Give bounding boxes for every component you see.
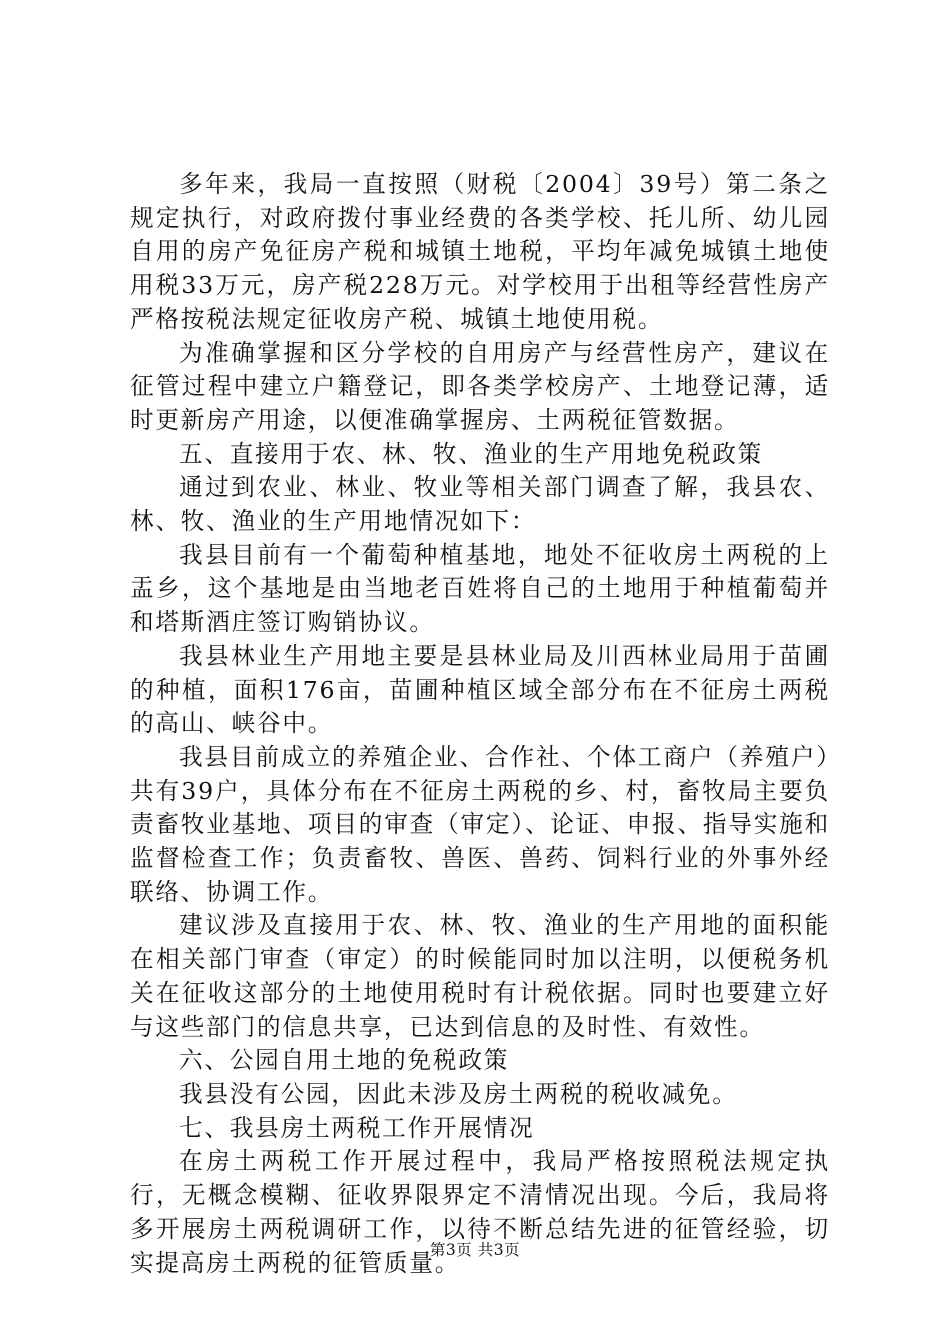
paragraph-no-park: 我县没有公园，因此未涉及房土两税的税收减免。 (179, 1079, 738, 1108)
paragraph-survey-intro: 通过到农业、林业、牧业等相关部门调查了解，我县农、林、牧、渔业的生产用地情况如下： (130, 473, 830, 536)
document-body (130, 168, 830, 1280)
paragraph-agri-suggestion: 建议涉及直接用于农、林、牧、渔业的生产用地的面积能在相关部门审查（审定）的时候能同时加以注明，以便税务机关在征收这部分的土地使用税时有计税依据。同时也要建立好与这些部门的信息共享，已达到信息的及时性、有效性。 (130, 911, 830, 1041)
page-number-footer: 第3页 共3页 (429, 1241, 521, 1259)
section-heading-6: 六、公园自用土地的免税政策 (179, 1046, 510, 1075)
section-heading-7: 七、我县房土两税工作开展情况 (179, 1113, 535, 1142)
section-heading-5: 五、直接用于农、林、牧、渔业的生产用地免税政策 (179, 439, 764, 468)
paragraph-grape-base: 我县目前有一个葡萄种植基地，地处不征收房土两税的上盂乡，这个基地是由当地老百姓将自己的土地用于种植葡萄并和塔斯酒庄签订购销协议。 (130, 540, 830, 637)
paragraph-school-tax-exemption: 多年来，我局一直按照（财税〔2004〕39号）第二条之规定执行，对政府拨付事业经费的各类学校、托儿所、幼儿园自用的房产免征房产税和城镇土地税，平均年减免城镇土地使用税33万元，房产税228万元。对学校用于出租等经营性房产严格按税法规定征收房产税、城镇土地使用税。 (130, 170, 830, 333)
paragraph-school-registration-suggestion: 为准确掌握和区分学校的自用房产与经营性房产，建议在征管过程中建立户籍登记，即各类学校房产、土地登记薄，适时更新房产用途，以便准确掌握房、土两税征管数据。 (130, 338, 830, 434)
paragraph-work-status: 在房土两税工作开展过程中，我局严格按照税法规定执行，无概念模糊、征收界限界定不清情况出现。今后，我局将多开展房土两税调研工作，以待不断总结先进的征管经验，切实提高房土两税的征管质量。 (130, 1147, 830, 1277)
paragraph-forestry-land: 我县林业生产用地主要是县林业局及川西林业局用于苗圃的种植，面积176亩，苗圃种植区域全部分布在不征房土两税的高山、峡谷中。 (130, 641, 830, 738)
paragraph-livestock: 我县目前成立的养殖企业、合作社、个体工商户（养殖户）共有39户，具体分布在不征房土两税的乡、村，畜牧局主要负责畜牧业基地、项目的审查（审定）、论证、申报、指导实施和监督检查工作；负责畜牧、兽医、兽药、饲料行业的外事外经联络、协调工作。 (130, 742, 830, 906)
